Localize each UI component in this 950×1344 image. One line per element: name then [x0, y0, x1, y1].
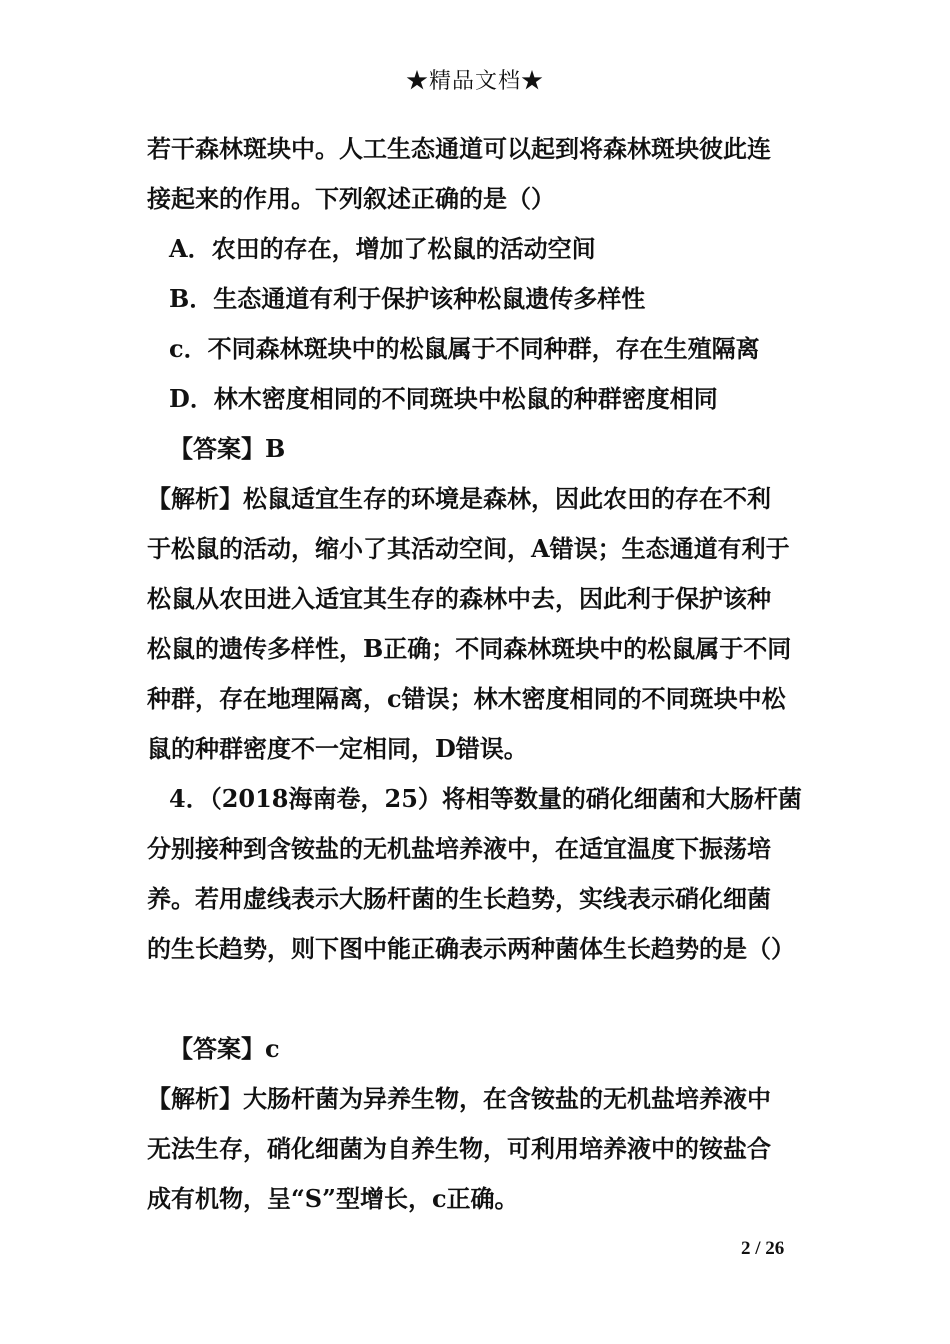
q4-analysis-line: 成有机物，呈“S”型增长，c正确。: [147, 1184, 519, 1213]
q3-stem-line: 接起来的作用。下列叙述正确的是（）: [147, 184, 555, 213]
q4-stem-line: 养。若用虚线表示大肠杆菌的生长趋势，实线表示硝化细菌: [147, 884, 771, 913]
page-header: ★精品文档★: [405, 69, 544, 94]
figure-gap: [147, 974, 827, 1024]
q3-option-c: c．不同森林斑块中的松鼠属于不同种群，存在生殖隔离: [169, 334, 760, 363]
q4-answer: 【答案】c: [169, 1034, 280, 1063]
q4-analysis-line: 无法生存，硝化细菌为自养生物，可利用培养液中的铵盐合: [147, 1134, 771, 1163]
q4-stem-line: 分别接种到含铵盐的无机盐培养液中，在适宜温度下振荡培: [147, 834, 771, 863]
page-number: 2 / 26: [741, 1238, 785, 1259]
q4-analysis-line: 【解析】大肠杆菌为异养生物，在含铵盐的无机盐培养液中: [147, 1084, 771, 1113]
q3-option-b: B．生态通道有利于保护该种松鼠遗传多样性: [169, 284, 646, 313]
q4-stem-line: 的生长趋势，则下图中能正确表示两种菌体生长趋势的是（）: [147, 934, 795, 963]
q3-answer: 【答案】B: [169, 434, 286, 463]
q3-analysis-line: 松鼠的遗传多样性，B正确；不同森林斑块中的松鼠属于不同: [147, 634, 792, 663]
q3-analysis-line: 鼠的种群密度不一定相同，D错误。: [147, 734, 528, 763]
q3-stem-line: 若干森林斑块中。人工生态通道可以起到将森林斑块彼此连: [147, 134, 771, 163]
q3-option-d: D．林木密度相同的不同斑块中松鼠的种群密度相同: [169, 384, 718, 413]
q3-analysis-line: 【解析】松鼠适宜生存的环境是森林，因此农田的存在不利: [147, 484, 771, 513]
q3-analysis-line: 松鼠从农田进入适宜其生存的森林中去，因此利于保护该种: [147, 584, 771, 613]
document-body: [147, 124, 827, 1224]
q3-analysis-line: 于松鼠的活动，缩小了其活动空间，A错误；生态通道有利于: [147, 534, 790, 563]
q3-option-a: A．农田的存在，增加了松鼠的活动空间: [169, 234, 596, 263]
q3-analysis-line: 种群，存在地理隔离，c错误；林木密度相同的不同斑块中松: [147, 684, 786, 713]
q4-stem-line: 4．（2018海南卷，25）将相等数量的硝化细菌和大肠杆菌: [169, 784, 802, 813]
